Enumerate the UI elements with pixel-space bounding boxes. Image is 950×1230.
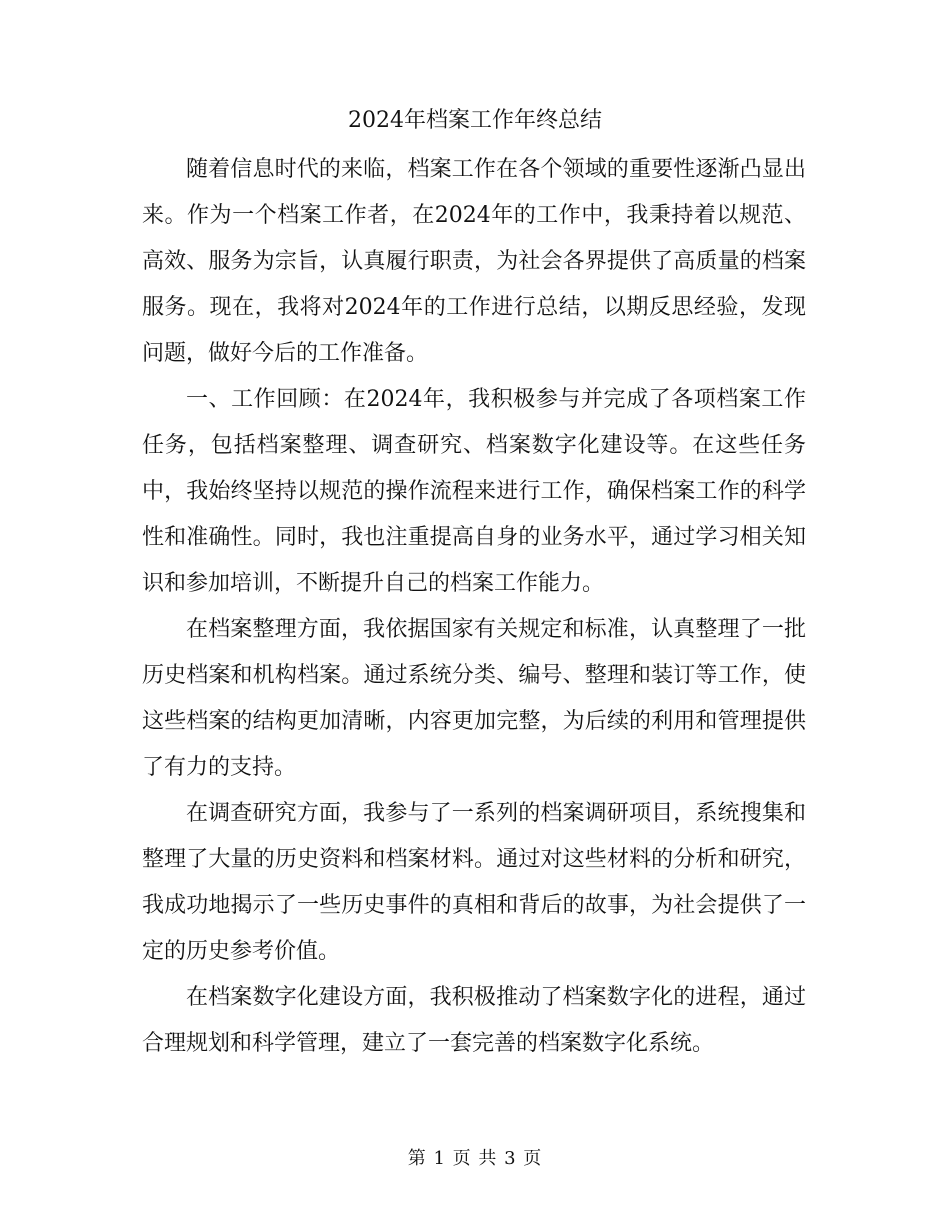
paragraph-intro: 随着信息时代的来临，档案工作在各个领域的重要性逐渐凸显出来。作为一个档案工作者，在2024年的工作中，我秉持着以规范、高效、服务为宗旨，认真履行职责，为社会各界提供了高质量的档案服务。现在，我将对2024年的工作进行总结，以期反思经验，发现问题，做好今后的工作准备。 — [142, 157, 806, 366]
document-title: 2024年档案工作年终总结 — [348, 108, 602, 133]
document-body — [142, 147, 806, 1067]
paragraph-research: 在调查研究方面，我参与了一系列的档案调研项目，系统搜集和整理了大量的历史资料和档案材料。通过对这些材料的分析和研究，我成功地揭示了一些历史事件的真相和背后的故事，为社会提供了一定的历史参考价值。 — [142, 801, 806, 964]
page-number-footer: 第 1 页 共 3 页 — [407, 1148, 543, 1169]
paragraph-work-review: 一、工作回顾：在2024年，我积极参与并完成了各项档案工作任务，包括档案整理、调查研究、档案数字化建设等。在这些任务中，我始终坚持以规范的操作流程来进行工作，确保档案工作的科学性和准确性。同时，我也注重提高自身的业务水平，通过学习相关知识和参加培训，不断提升自己的档案工作能力。 — [142, 387, 806, 596]
paragraph-digitization: 在档案数字化建设方面，我积极推动了档案数字化的进程，通过合理规划和科学管理，建立了一套完善的档案数字化系统。 — [142, 985, 806, 1056]
paragraph-archive-organization: 在档案整理方面，我依据国家有关规定和标准，认真整理了一批历史档案和机构档案。通过系统分类、编号、整理和装订等工作，使这些档案的结构更加清晰，内容更加完整，为后续的利用和管理提供了有力的支持。 — [142, 617, 806, 780]
